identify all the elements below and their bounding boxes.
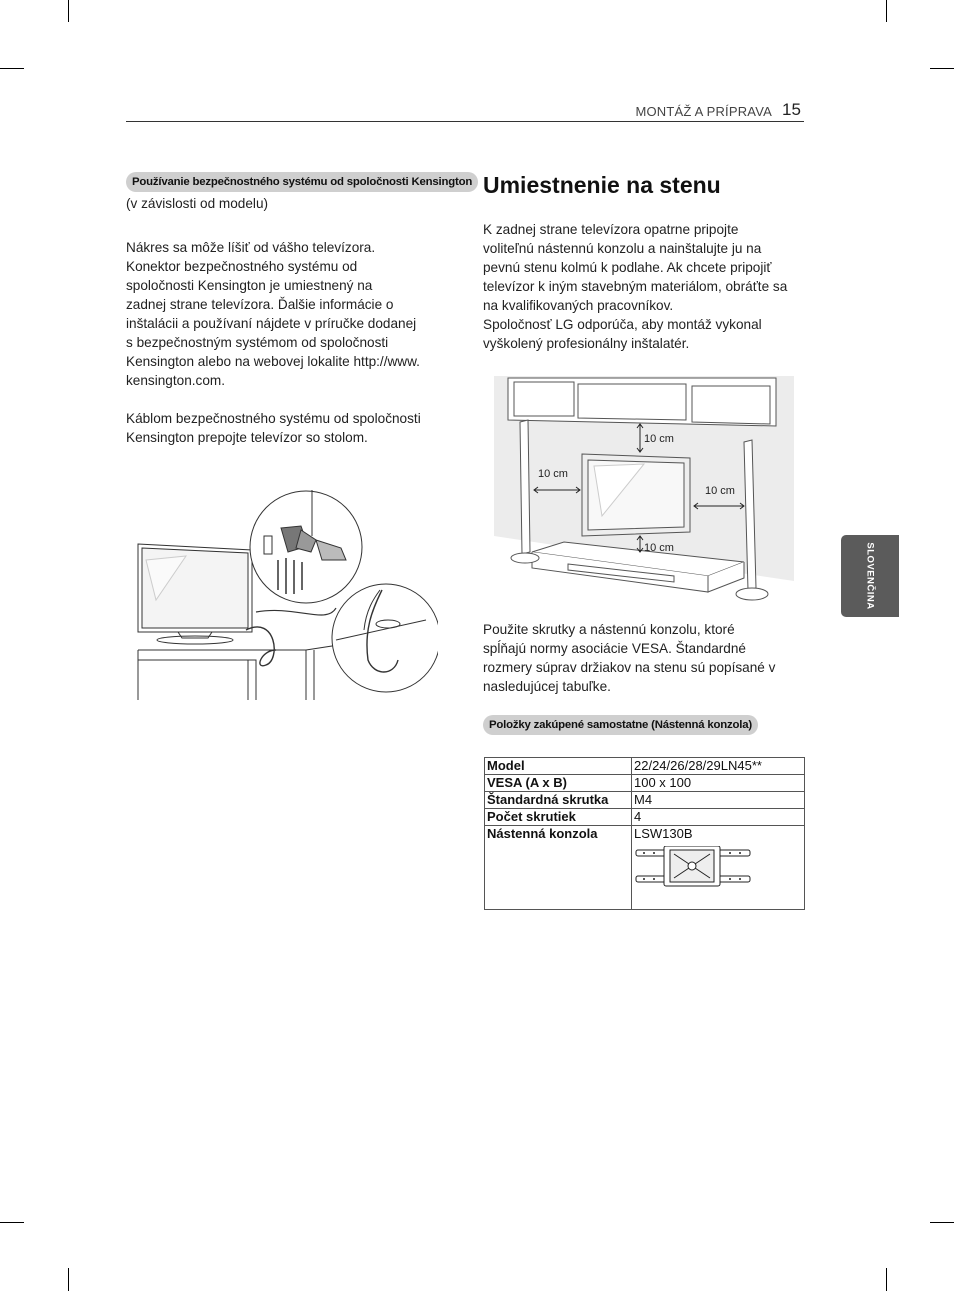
row-screw-count-key: Počet skrutiek [485,809,632,826]
kensington-subtitle: (v závislosti od modelu) [126,196,269,211]
wall-mount-spec-table [484,757,805,910]
header-title: MONTÁŽ A PRÍPRAVA [635,104,772,119]
row-model-key: Model [485,758,632,775]
crop-mark [68,1268,69,1291]
wall-bracket-image [634,846,754,890]
row-bracket-value: LSW130B [634,826,693,841]
table-row [485,809,805,826]
kensington-paragraph-2: Káblom bezpečnostného systému od spoločnosti Kensington prepojte televízor so stolom. [126,411,421,445]
language-tab-label: SLOVENČINA [864,542,876,610]
row-model-value: 22/24/26/28/29LN45** [632,758,805,775]
row-screw-key: Štandardná skrutka [485,792,632,809]
kensington-section-pill: Používanie bezpečnostného systému od spoločnosti Kensington [126,172,478,192]
clearance-left-label: 10 cm [538,468,568,480]
row-vesa-key: VESA (A x B) [485,775,632,792]
clearance-bottom-label: 10 cm [644,542,674,554]
crop-mark [930,1222,954,1223]
row-vesa-value: 100 x 100 [632,775,805,792]
crop-mark [930,68,954,69]
crop-mark [886,0,887,22]
header-rule [126,121,804,122]
crop-mark [0,1222,24,1223]
table-row [485,826,805,910]
wall-mount-paragraph-2: Použite skrutky a nástennú konzolu, ktoré spĺňajú normy asociácie VESA. Štandardné rozmery súprav držiakov na stenu sú popísané v nasledujúcej tabuľke. [483,622,776,694]
page-number: 15 [782,100,801,119]
wall-mount-paragraph-1: K zadnej strane televízora opatrne pripojte voliteľnú nástennú konzolu a nainštalujte ju na pevnú stenu kolmú k podlahe. Ak chcete pripojiť televízor k iným stavebným materiálom, obráťte sa na kvalifikovaných pracovníkov. Spoločnosť LG odporúča, aby montáž vykonal vyškolený profesionálny inštalatér. [483,222,788,351]
crop-mark [0,68,24,69]
wall-mount-diagram [494,376,794,606]
crop-mark [886,1268,887,1291]
clearance-top-label: 10 cm [644,433,674,445]
wall-mount-heading: Umiestnenie na stenu [483,172,721,198]
table-row [485,775,805,792]
crop-mark [68,0,69,22]
clearance-right-label: 10 cm [705,485,735,497]
kensington-illustration [136,490,438,700]
table-row [485,792,805,809]
row-bracket-key: Nástenná konzola [485,826,632,910]
row-screw-count-value: 4 [632,809,805,826]
language-tab [841,535,899,617]
row-bracket-cell [632,826,805,910]
row-screw-value: M4 [632,792,805,809]
kensington-paragraph-1: Nákres sa môže líšiť od vášho televízora. Konektor bezpečnostného systému od spoločnosti Kensington je umiestnený na zadnej strane televízora. Ďalšie informácie o inštalácii a používaní nájdete v príručke dodanej s bezpečnostným systémom od spoločnosti Kensington alebo na webovej lokalite http://www. kensington.com. [126,240,420,388]
table-row [485,758,805,775]
purchased-separately-pill: Položky zakúpené samostatne (Nástenná konzola) [483,715,758,735]
